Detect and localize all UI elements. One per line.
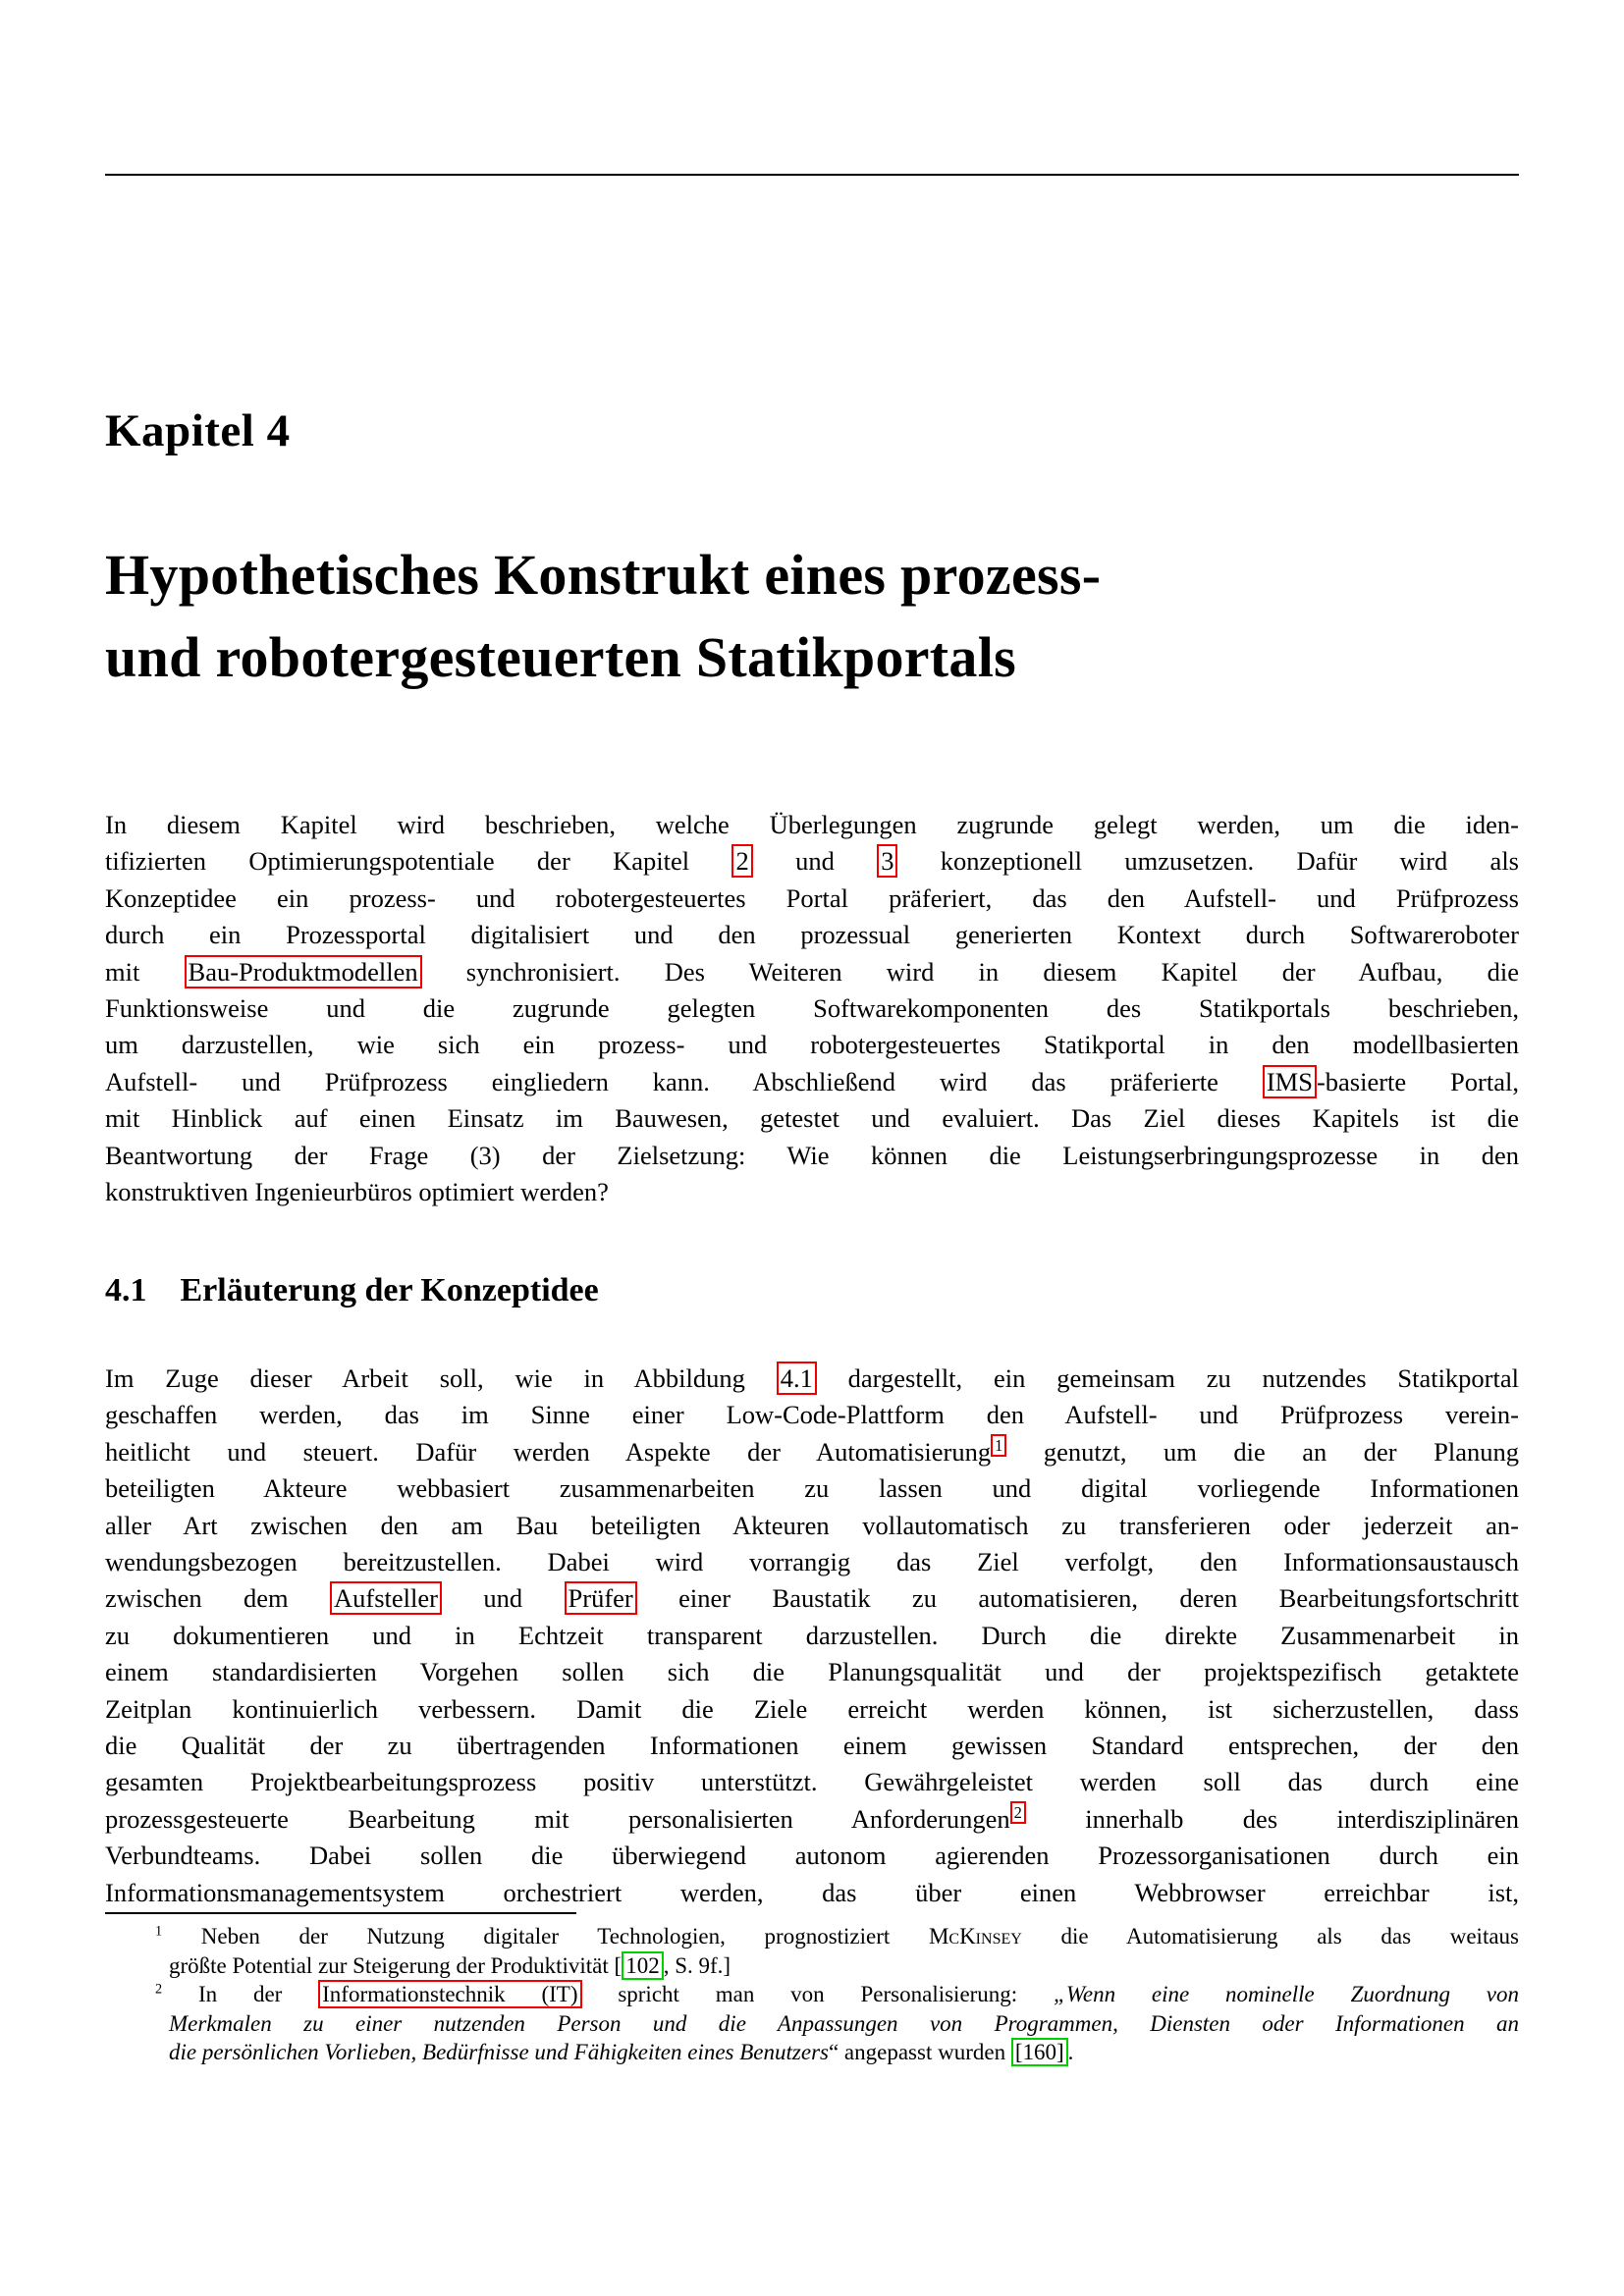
footnote-ref-link[interactable]: 1 <box>991 1434 1006 1457</box>
text-line <box>105 1728 1519 1764</box>
text-line <box>105 1618 1519 1654</box>
text-run: . <box>1067 2040 1074 2064</box>
text-line <box>105 1470 1519 1507</box>
internal-link[interactable]: Prüfer <box>565 1581 637 1615</box>
text-line <box>169 1951 1519 1981</box>
text-run: durch ein Prozessportal digitalisiert und den prozessual generierten Kontext durch Softwareroboter <box>105 920 1519 950</box>
text-line <box>105 1875 1519 1911</box>
text-run: genutzt, um die an der Planung <box>1006 1436 1519 1467</box>
text-line <box>169 2038 1519 2067</box>
text-line <box>105 1138 1519 1174</box>
text-line <box>169 2009 1519 2039</box>
text-run: Verbundteams. Dabei sollen die überwiegend autonom agierenden Prozessorganisationen durch ein <box>105 1841 1519 1871</box>
text-line <box>105 1397 1519 1433</box>
text-line <box>105 1027 1519 1063</box>
text-run: prozessgesteuerte Bearbeitung mit personalisierten Anforderungen <box>105 1803 1010 1834</box>
text-run: zu dokumentieren und in Echtzeit transparent darzustellen. Durch die direkte Zusammenarbeit in <box>105 1620 1519 1650</box>
text-run: Informationsmanagementsystem orchestriert werden, das über einen Webbrowser erreichbar ist, <box>105 1877 1519 1907</box>
text-run: und <box>441 1583 565 1614</box>
section-number: 4.1 <box>105 1272 147 1308</box>
text-line <box>105 1580 1519 1617</box>
section-title: Erläuterung der Konzeptidee <box>180 1272 599 1308</box>
text-line <box>105 1838 1519 1874</box>
text-line <box>105 1691 1519 1728</box>
text-run: In diesem Kapitel wird beschrieben, welche Überlegungen zugrunde gelegt werden, um die iden- <box>105 810 1519 839</box>
text-run: “ angepasst wurden <box>828 2040 1011 2064</box>
text-run: mit Hinblick auf einen Einsatz im Bauwesen, getestet und evaluiert. Das Ziel dieses Kapitels ist die <box>105 1103 1519 1134</box>
text-run: Konzeptidee ein prozess- und robotergesteuertes Portal präferiert, das den Aufstell- und Prüfprozess <box>105 882 1519 913</box>
text-line <box>105 807 1519 843</box>
text-line <box>105 1764 1519 1800</box>
text-line <box>105 1434 1519 1470</box>
citation-link[interactable]: [160] <box>1011 2038 1068 2066</box>
text-run: Neben der Nutzung digitaler Technologien, prognostiziert <box>162 1924 929 1949</box>
text-line <box>105 1801 1519 1838</box>
text-run: wendungsbezogen bereitzustellen. Dabei wird vorrangig das Ziel verfolgt, den Informationsaustausch <box>105 1547 1519 1577</box>
footnote-separator-rule <box>105 1912 576 1914</box>
chapter-title-line-1: Hypothetisches Konstrukt eines prozess- <box>105 543 1102 607</box>
text-line <box>105 1100 1519 1137</box>
citation-link[interactable]: 102 <box>622 1951 664 1980</box>
text-run: die Automatisierung als das weitaus <box>1021 1924 1520 1949</box>
italic-quote-text: Merkmalen zu einer nutzenden Person und die Anpassungen von Programmen, Diensten oder Informationen an <box>169 2010 1519 2036</box>
text-line <box>105 1654 1519 1690</box>
internal-link[interactable]: 4.1 <box>777 1362 817 1395</box>
text-run: Beantwortung der Frage (3) der Zielsetzung: Wie können die Leistungserbringungsprozesse in den <box>105 1140 1519 1170</box>
text-line <box>105 954 1519 990</box>
footnote-marker: 2 <box>155 1981 163 1998</box>
text-run: mit <box>105 956 185 987</box>
text-run: aller Art zwischen den am Bau beteiligten Akteuren vollautomatisch zu transferieren oder jederzeit an- <box>105 1510 1519 1540</box>
text-run: um darzustellen, wie sich ein prozess- und robotergesteuertes Statikportal in den modellbasierten <box>105 1030 1519 1060</box>
chapter-heading: Kapitel 4 <box>105 405 291 456</box>
internal-link[interactable]: Bau-Produktmodellen <box>185 955 422 988</box>
text-run: synchronisiert. Des Weiteren wird in diesem Kapitel der Aufbau, die <box>421 956 1519 987</box>
text-run: tifizierten Optimierungspotentiale der Kapitel <box>105 846 732 877</box>
footnotes <box>155 1922 1520 2067</box>
smallcaps-term: McKinsey <box>928 1924 1022 1949</box>
text-run: , S. 9f.] <box>663 1952 731 1978</box>
text-run: und <box>752 846 878 877</box>
text-run: einem standardisierten Vorgehen sollen sich die Planungsqualität und der projektspezifisch getaktete <box>105 1657 1519 1687</box>
internal-link[interactable]: IMS <box>1263 1065 1317 1098</box>
text-run: Im Zuge dieser Arbeit soll, wie in Abbildung <box>105 1363 777 1393</box>
text-run: einer Baustatik zu automatisieren, deren Bearbeitungsfortschritt <box>636 1583 1519 1614</box>
text-line <box>155 1980 1519 2009</box>
footnote-1 <box>155 1922 1520 1980</box>
internal-link[interactable]: Informationstechnik (IT) <box>318 1980 581 2008</box>
text-line <box>105 1174 1519 1210</box>
text-line <box>105 1064 1519 1100</box>
text-run: konzeptionell umzusetzen. Dafür wird als <box>897 846 1519 877</box>
footnote-2 <box>155 1980 1519 2067</box>
intro-paragraph <box>105 807 1519 1210</box>
text-run: konstruktiven Ingenieurbüros optimiert werden? <box>105 1177 609 1207</box>
text-line <box>105 1361 1519 1397</box>
text-run: größte Potential zur Steigerung der Produktivität [ <box>169 1952 623 1978</box>
footnote-marker: 1 <box>155 1923 163 1940</box>
text-run: In der <box>162 1982 319 2006</box>
internal-link[interactable]: 2 <box>731 844 752 878</box>
section-heading <box>105 1272 599 1309</box>
chapter-title <box>105 534 1101 699</box>
text-run: die Qualität der zu übertragenden Informationen einem gewissen Standard entsprechen, der den <box>105 1731 1519 1761</box>
text-run: innerhalb des interdisziplinären <box>1025 1803 1519 1834</box>
chapter-title-line-2: und robotergesteuerten Statikportals <box>105 625 1017 689</box>
text-line <box>105 1544 1519 1580</box>
italic-quote-text: „Wenn eine nominelle Zuordnung von <box>1054 1982 1519 2006</box>
internal-link[interactable]: 3 <box>877 844 897 878</box>
section-paragraph <box>105 1361 1519 1911</box>
text-line <box>105 917 1519 953</box>
text-run: gesamten Projektbearbeitungsprozess positiv unterstützt. Gewährgeleistet werden soll das durch eine <box>105 1767 1519 1797</box>
text-line <box>105 843 1519 880</box>
text-line <box>155 1922 1520 1951</box>
page-header-rule <box>105 174 1519 176</box>
text-run: -basierte Portal, <box>1316 1066 1519 1096</box>
text-run: Zeitplan kontinuierlich verbessern. Damit die Ziele erreicht werden können, ist sicherzustellen, dass <box>105 1693 1519 1724</box>
text-line <box>105 1508 1519 1544</box>
text-line <box>105 990 1519 1027</box>
text-run: geschaffen werden, das im Sinne einer Low-Code-Plattform den Aufstell- und Prüfprozess verein- <box>105 1400 1519 1430</box>
text-run: heitlicht und steuert. Dafür werden Aspekte der Automatisierung <box>105 1436 992 1467</box>
text-run: beteiligten Akteure webbasiert zusammenarbeiten zu lassen und digital vorliegende Informationen <box>105 1473 1519 1504</box>
text-run: zwischen dem <box>105 1583 331 1614</box>
italic-quote-text: die persönlichen Vorlieben, Bedürfnisse und Fähigkeiten eines Benutzers <box>169 2040 829 2064</box>
text-run: Funktionsweise und die zugrunde gelegten Softwarekomponenten des Statikportals beschrieben, <box>105 993 1519 1024</box>
footnote-ref-link[interactable]: 2 <box>1010 1801 1026 1824</box>
text-run: Aufstell- und Prüfprozess eingliedern kann. Abschließend wird das präferierte <box>105 1066 1263 1096</box>
text-run: dargestellt, ein gemeinsam zu nutzendes Statikportal <box>816 1363 1519 1393</box>
text-line <box>105 881 1519 917</box>
text-run: spricht man von Personalisierung: <box>581 1982 1055 2006</box>
internal-link[interactable]: Aufsteller <box>330 1581 442 1615</box>
